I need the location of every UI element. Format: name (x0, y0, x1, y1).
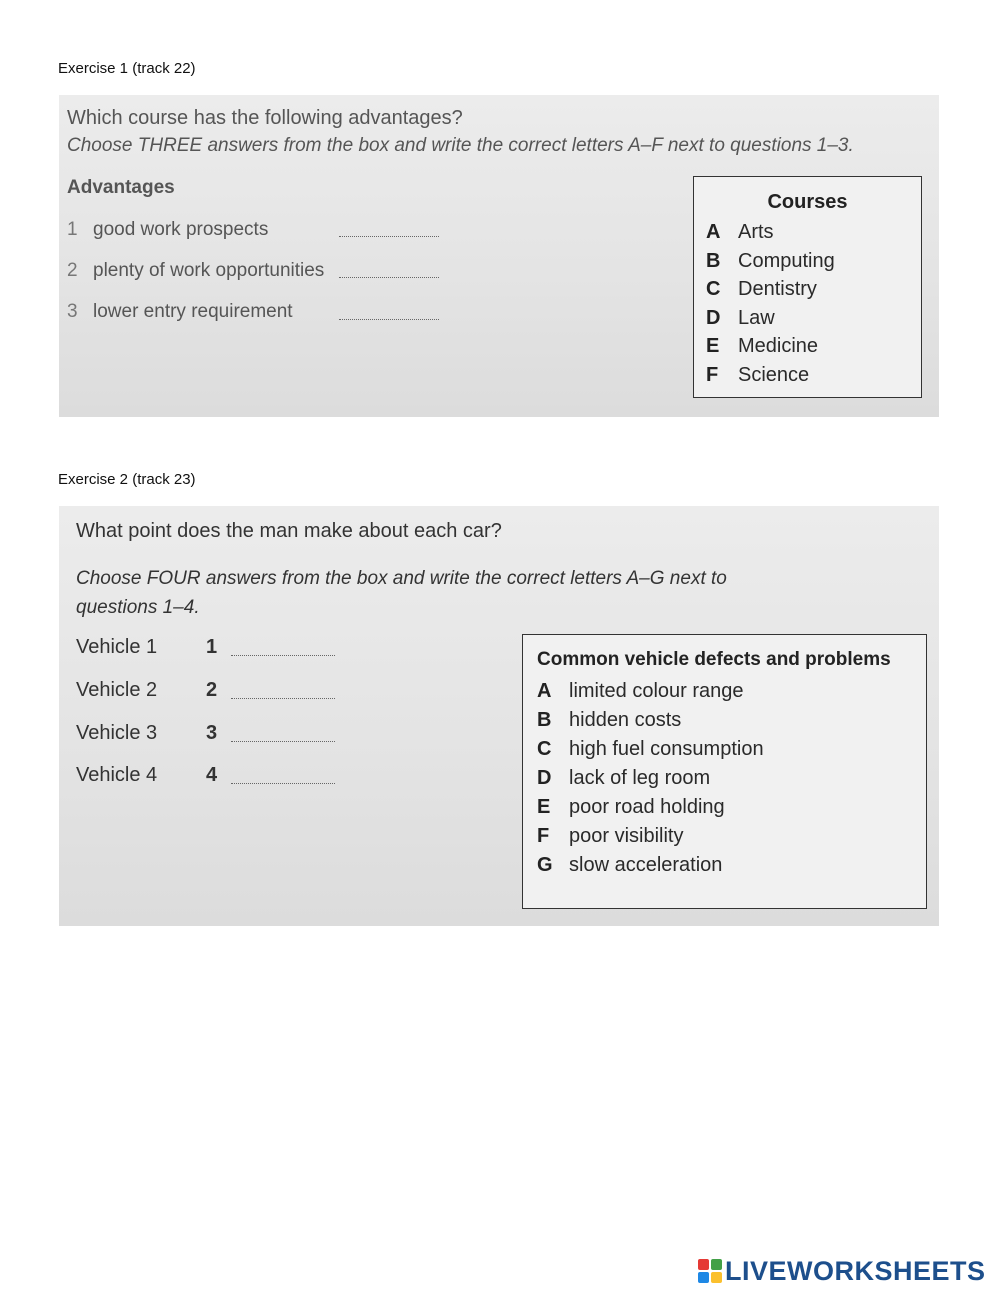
answer-blank-3[interactable] (339, 319, 439, 320)
courses-box (693, 176, 922, 398)
course-option (706, 332, 921, 361)
advantage-number: 3 (67, 301, 78, 322)
option-text: poor visibility (569, 825, 684, 847)
option-text: Dentistry (738, 278, 817, 300)
advantage-text: plenty of work opportunities (93, 260, 325, 281)
defect-option (537, 793, 926, 822)
defect-option (537, 764, 926, 793)
option-text: slow acceleration (569, 854, 723, 876)
answer-blank-vehicle-4[interactable] (231, 783, 335, 784)
answer-blank-vehicle-2[interactable] (231, 698, 335, 699)
advantage-number: 2 (67, 260, 78, 281)
option-text: Computing (738, 249, 835, 272)
vehicle-defects-box (522, 634, 927, 909)
vehicle-label: Vehicle 3 (76, 722, 158, 744)
answer-blank-vehicle-1[interactable] (231, 655, 335, 656)
defect-option (537, 822, 926, 851)
vehicle-label: Vehicle 2 (76, 679, 158, 701)
option-text: Arts (738, 221, 774, 243)
advantage-item (67, 260, 324, 282)
advantage-item (67, 301, 293, 323)
defect-option (537, 735, 926, 764)
answer-blank-1[interactable] (339, 236, 439, 237)
vehicle-label: Vehicle 4 (76, 764, 158, 786)
option-text: Science (738, 363, 810, 386)
option-letter: C (706, 278, 721, 300)
vehicle-number: 4 (206, 764, 218, 786)
exercise2-caption: Exercise 2 (track 23) (58, 471, 196, 488)
courses-box-title: Courses (767, 191, 848, 213)
vehicle-number: 2 (206, 679, 218, 701)
option-letter: D (706, 306, 721, 329)
option-letter: D (537, 767, 552, 789)
option-letter: E (537, 796, 551, 818)
advantages-heading: Advantages (67, 177, 175, 198)
option-text: hidden costs (569, 709, 682, 731)
defect-option (537, 677, 926, 706)
option-text: limited colour range (569, 680, 744, 702)
option-letter: F (537, 825, 550, 847)
exercise1-caption: Exercise 1 (track 22) (58, 60, 196, 77)
course-option (706, 361, 921, 390)
exercise2-instruction: Choose FOUR answers from the box and write the correct letters A–G next to questions 1–4. (76, 568, 727, 618)
course-option (706, 275, 921, 304)
exercise1-instruction: Choose THREE answers from the box and write the correct letters A–F next to questions 1–3. (67, 135, 854, 156)
defect-option (537, 706, 926, 735)
course-option (706, 304, 921, 333)
option-letter: B (706, 249, 721, 272)
answer-blank-2[interactable] (339, 277, 439, 278)
option-letter: G (537, 854, 553, 876)
exercise2-scan (59, 506, 939, 926)
course-option (706, 218, 921, 247)
answer-blank-vehicle-3[interactable] (231, 741, 335, 742)
option-text: poor road holding (569, 796, 725, 818)
logo-square-icon (711, 1259, 722, 1270)
liveworksheets-logo[interactable] (698, 1257, 986, 1285)
option-letter: A (537, 680, 552, 702)
vehicle-number: 3 (206, 722, 218, 744)
defects-box-title: Common vehicle defects and problems (537, 649, 891, 670)
advantage-number: 1 (67, 219, 78, 240)
advantage-text: good work prospects (93, 219, 269, 240)
option-text: Medicine (738, 335, 819, 357)
vehicle-number: 1 (206, 636, 218, 658)
logo-square-icon (698, 1272, 709, 1283)
option-text: high fuel consumption (569, 738, 764, 760)
exercise2-question: What point does the man make about each car? (76, 520, 502, 542)
option-letter: F (706, 363, 719, 386)
course-option (706, 247, 921, 276)
logo-text: LIVEWORKSHEETS (725, 1255, 986, 1286)
vehicle-label: Vehicle 1 (76, 636, 158, 658)
option-letter: A (706, 221, 721, 243)
option-letter: E (706, 335, 720, 357)
logo-square-icon (711, 1272, 722, 1283)
advantage-text: lower entry requirement (93, 301, 293, 322)
logo-square-icon (698, 1259, 709, 1270)
liveworksheets-logo-icon (698, 1259, 722, 1283)
defect-option (537, 851, 926, 880)
option-text: Law (738, 306, 775, 329)
option-letter: B (537, 709, 552, 731)
exercise1-question: Which course has the following advantages? (67, 107, 463, 129)
exercise1-scan (59, 95, 939, 417)
option-letter: C (537, 738, 552, 760)
advantage-item (67, 219, 268, 241)
option-text: lack of leg room (569, 767, 711, 789)
